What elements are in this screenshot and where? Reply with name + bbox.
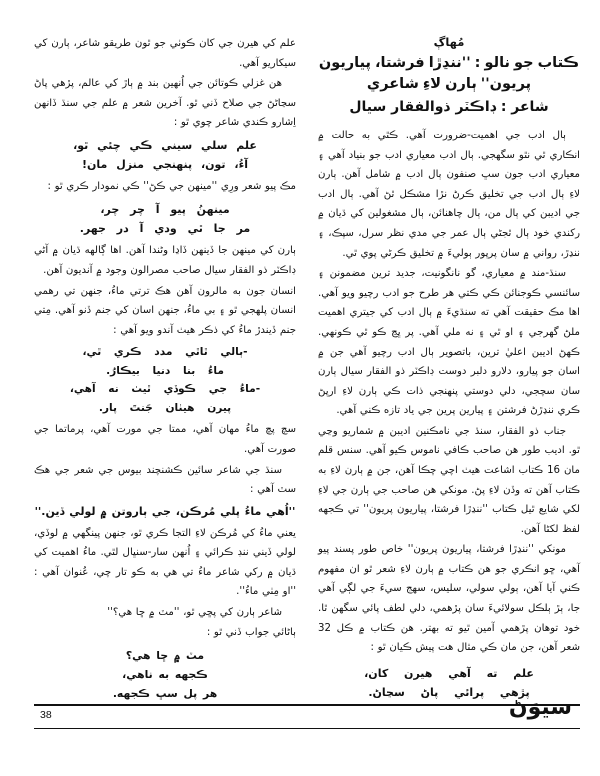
poet-credit-line: شاعر : ڊاڪٽر ذوالفقار سيال bbox=[349, 99, 549, 116]
verse-line: هر پل سڀ ڪجهه. bbox=[112, 686, 218, 700]
verse-line: مر جا ٿي ودي آ در جهر. bbox=[79, 222, 251, 236]
verse-line: مينهنُ پيو آ چر چر، bbox=[100, 202, 230, 216]
verse-line: ڪجهه به ناهي، bbox=[122, 667, 208, 681]
right-paragraph-3: جناب ذو الفقار، سنڌ جي نامڪنين اديبن ۾ شماريو وڃي ٿو. اديب طور هن صاحب ڪافي ناموس ڪيو آهي. سنس قلم مان 16 ڪتاب اشاعت هيٺ اچي چڪا آهن، جن ۾ ٻارن لاءِ به ڪتاب آهن ته وڏن لاءِ پڻ. مونکي هن صاحب جي ٻارن جي لاءِ لکي شايع ٿيل ڪتاب ''ننڍڙا فرشتا، پياريون پريون'' تي ڪجهه لفظ لکڻا آهن. bbox=[318, 425, 580, 535]
verse-line: پڙهي پرائي پاڻ سڃاڻ. bbox=[368, 686, 530, 700]
book-title-line-1: ڪتاب جو نالو : ''ننڍڙا فرشتا، پياريون bbox=[318, 54, 580, 71]
verse-line: مٽ ۾ ڇا هي؟ bbox=[125, 649, 205, 663]
verse-line: ماءُ بنا دنيا بيڪارُ. bbox=[106, 364, 224, 377]
verse-line: آءُ، تون، پنهنجي منزل مان! bbox=[82, 158, 248, 172]
left-paragraph-5: انسان جون به مالرون آهن هڪ ترتي ماءُ، جنهن تي رهمي انسان پلهجي ٿو ۽ بي ماءُ، جنهن اسان کي جنم ڏنو آهي. مِتي جنم ڏيندڙ ماءُ کي ذڪر هيٺ آندو ويو آهي : bbox=[34, 285, 296, 336]
verse-line: علم ته آهي هيرن کان، bbox=[364, 666, 534, 680]
verse-block-3 bbox=[34, 343, 296, 417]
page-footer bbox=[34, 694, 580, 730]
page-number: 38 bbox=[40, 708, 52, 721]
magazine-masthead: سيوَڻ bbox=[508, 694, 572, 720]
verse-block-4 bbox=[34, 647, 296, 704]
left-paragraph-3: مڪ پيو شعر ورِي ''مينهن جي ڪڻ'' ڪي نمودار ڪري ٿو : bbox=[47, 181, 296, 193]
left-paragraph-8: يعني ماءُ کي مُرڪن لاءِ التجا ڪري ٿو، جنهن پينگهي ۾ لوڏي، لولي ڏيني ننڊ ڪرائي ۽ اُنهن سار-سنڀال لٿي. ماءُ اهميت کي ڌيان ۾ رکي شاعر ماءُ تي هي به ڪو تار چي، عُنوان آهي : ''او مِٺي ماءُ''. bbox=[34, 527, 296, 598]
left-paragraph-1: علم کي هيرن جي کان ڪوٺي جو ٿون طريقو شاعر، ٻارن کي سيکاريو آهي. bbox=[34, 38, 296, 69]
left-paragraph-10: ٻاڻائي جواب ڏني ٿو : bbox=[206, 627, 296, 639]
two-column-layout bbox=[34, 34, 580, 700]
left-paragraph-4: ٻارن کي مينهن جا ڏينهن ڏاڍا وڻندا آهن. اها ڳالهه ڌيان ۾ آڻي ڊاڪٽر ذو الفقار سيال صاحب مصرالون وجود ۾ آنديون آهن. bbox=[34, 245, 296, 277]
verse-line: -ماءُ جي ڪوڏي ٿيٺ نه آهي، bbox=[69, 383, 261, 396]
left-column bbox=[34, 34, 296, 700]
verse-block-2 bbox=[34, 200, 296, 239]
article-kicker: مُهاڳ bbox=[433, 35, 465, 49]
footer-inner bbox=[34, 694, 580, 728]
book-title-line-2: پريون'' ٻارن لاءِ شاعري bbox=[366, 76, 532, 93]
verse-block-1 bbox=[34, 136, 296, 175]
right-paragraph-4: مونکي ''ننڍڙا فرشتا، پياريون پريون'' خاص طور پسند پيو آهي، ڇو انڪري جو هن ڪتاب ۾ ٻارن لاءِ شعر ٿو ان مفهوم ڪني آيا آهن، ٻولي سولي، سليس، سهج سيءَ جي لڳي آهي جا، ٻڙ ٻلڪل سولائيءَ سان پڙهمي، دلي لطف پائي سگهن ٿا. خود توهان پڙهمي آمين ٿيو ته بهتر. هن ڪتاب ۾ ڪل 32 شعر آهن، جن مان ڪي مثال هت پيش ڪيان ٿو : bbox=[318, 544, 580, 654]
right-paragraph-1: ٻال ادب جي اهميت-ضرورت آهي. ڪٿي به حالت ۾ انڪاري ٿي نٿو سگهجي. ٻال ادب معياري ادب جو بنياد آهي ۽ معياري ادب جون سڀ صنفون ٻال ادب ۾ شامل آهن. ٻارن لاءِ ٻال ادب جي تخليق ڪرڻ نڙا مشڪل ٿڻ آهي. ٻال ادب جي اديبن کي ٻال من، ٻال چاهنائن، ٻال مشغولين کي ڌيان ۾ رکندي خود ٻال ٿجڻي ٻال عمر جي مدي نظر سرل، سپڪ، ۽ ننڍڙ، رواني ۾ سان پرپور ٻوليءَ ۾ تخليق ڪرڻي پوي ٿي. bbox=[318, 130, 580, 259]
left-paragraph-2: هن غزلي ڪوتائن جي اُنهين بند ۾ ٻاڙ کي عالم، پڙهي پاڻ سڃاڻڻ جي صلاح ڏني ٿو. آخرين شعر ۾ علم جي سنڌ ڏانهن اِشارو ڪندي شاعر چوي ٿو : bbox=[34, 78, 296, 129]
footer-rule-bottom bbox=[34, 728, 580, 730]
left-paragraph-7: سنڌ جي شاعر سائين ڪشنچند بيوس جي شعر جي هڪ سٽ آهي : bbox=[34, 464, 296, 496]
article-heading-block bbox=[318, 34, 580, 118]
verse-line: پيرن هيٺان جَنتَ پار. bbox=[98, 401, 232, 414]
verse-line: -ٻالي ٿاٿي مدد ڪري ٿي، bbox=[82, 346, 248, 359]
right-column bbox=[318, 34, 580, 700]
right-paragraph-2: سنڌ-مند ۾ معياري، گو نانگونيت، جديد ترين مضمونن ۽ سائنسي ڪوجنائن ڪي ڪتي هر طرح جو ادب رچيو ويو آهي. اها مڪ حقيقت آهي ته سنڌيءَ ۾ ٻال ادب کي جيتري اهميت ملڻ گهرجي ۽ او ٿي ۽ نه ملي آهي. پر ڀڃ ڪو ٿي ڪونهي. ڪهڻ اديبن اعليٰ ترين، باتصوير ٻال ادب رچيو آهي جن ۾ اسان جو پيارو، دلارو دلبر دوست ڊاڪٽر ذو الفقار سيال ٻارن سان سچجي، دلي دوستي پنهنجي ذات ڪي ٻارن لاءِ ارپڻ ڪري ننڍڙڻ فرشتن ۽ پيارين پرين جي ياد تازه ڪني آهي. bbox=[318, 268, 580, 417]
left-paragraph-6: سچ پچ ماءُ مهان آهي، ممتا جي مورت آهي، پرماتما جي صورت آهي. bbox=[34, 424, 296, 456]
left-paragraph-9: شاعر ٻارن کي پڇي ٿو، ''مٽ ۾ ڇا هي؟'' bbox=[107, 606, 282, 618]
quoted-verse-bewas: ''اُهي ماءُ پلي مُرڪن، جي ٻاروتن ۾ لولي ڏين.'' bbox=[34, 504, 296, 518]
verse-line: علم سلي سيني ڪي چئي ٿو، bbox=[73, 138, 257, 152]
